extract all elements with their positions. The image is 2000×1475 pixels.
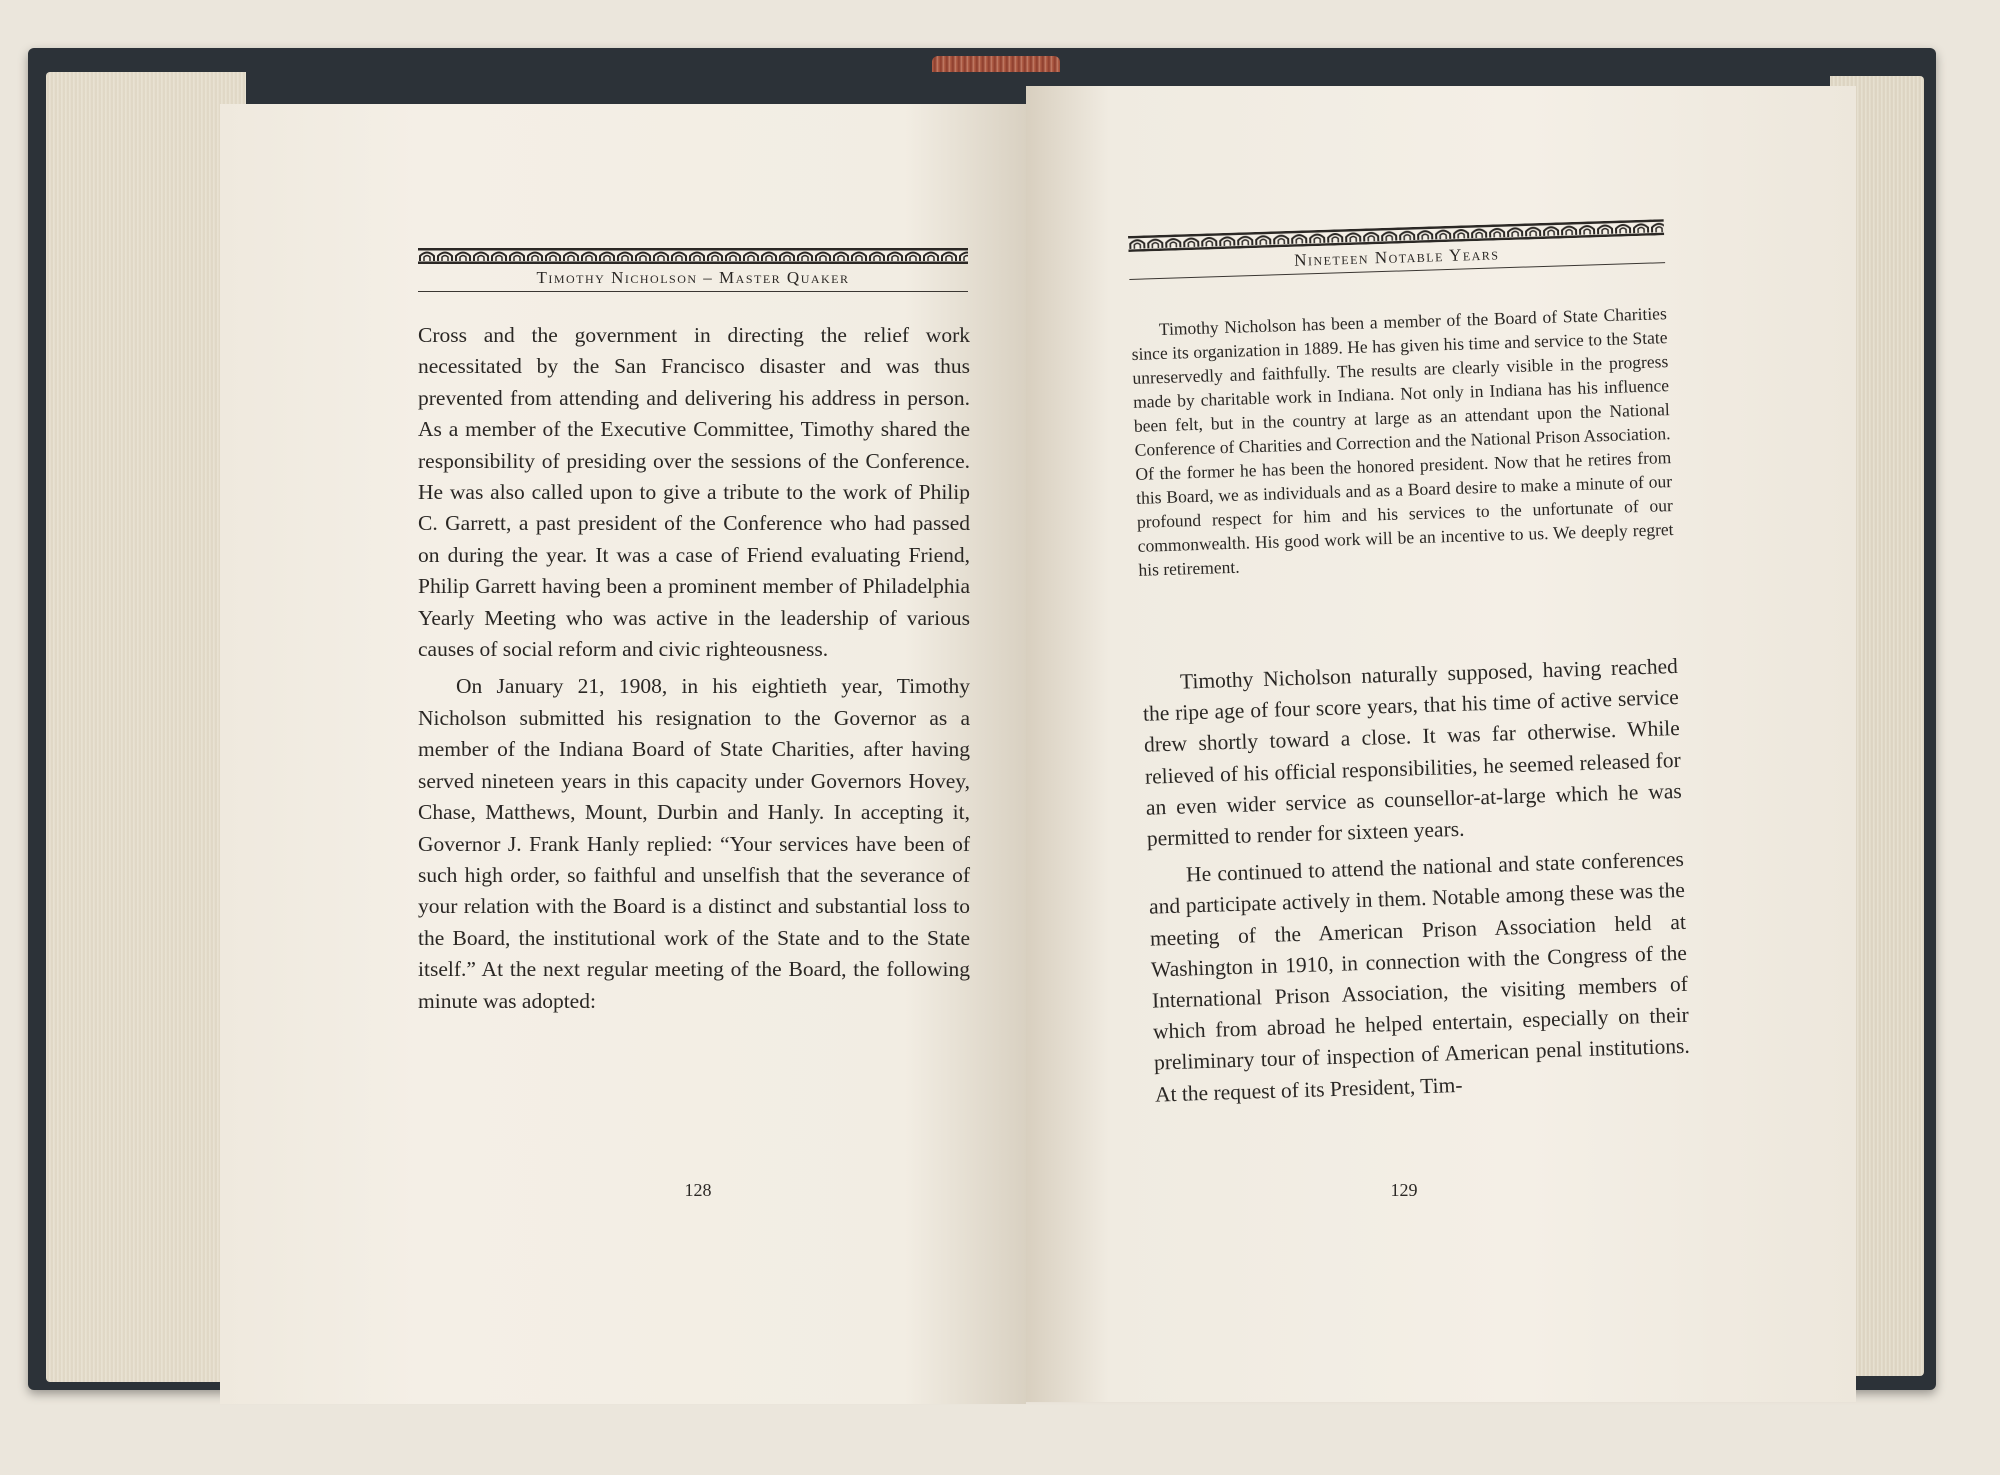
paragraph: Timothy Nicholson naturally supposed, having reached the ripe age of four score years, that his time of active service drew shortly toward a close. It was far otherwise. While relieved of his official responsibilities, he seemed released for an even wider service as counsellor-at-large which he was permitted to render for sixteen years. [1142, 653, 1683, 851]
right-page-content [1128, 219, 1695, 1215]
running-head: Nineteen Notable Years [1129, 235, 1666, 280]
page-number: 129 [1390, 1180, 1418, 1200]
left-header [418, 248, 968, 292]
paragraph: On January 21, 1908, in his eightieth year, Timothy Nicholson submitted his resignation to the Governor as a member of the Indiana Board of State Charities, after having served nineteen years in this capacity under Governors Hovey, Chase, Matthews, Mount, Durbin and Hanly. In accepting it, Governor J. Frank Hanly replied: “Your services have been of such high order, so faithful and unselfish that the severance of your relation with the Board is a distinct and substantial loss to the Board, the institutional work of the State and to the State itself.” At the next regular meeting of the Board, the following minute was adopted: [418, 674, 970, 1013]
ornament-band [418, 248, 968, 264]
paragraph: Cross and the government in directing the relief work necessitated by the San Francisco disaster and was thus prevented from attending and delivering his address in person. As a member of the Executive Committee, Timothy shared the responsibility of presiding over the sessions of the Conference. He was also called upon to give a tribute to the work of Philip C. Garrett, a past president of the Conference who had passed on during the year. It was a case of Friend evaluating Friend, Philip Garrett having been a prominent member of Philadelphia Yearly Meeting who was active in the leadership of various causes of social reform and civic righteousness. [418, 323, 970, 662]
page-number: 128 [684, 1180, 712, 1200]
left-body-text [418, 320, 970, 1017]
quoted-minute [1131, 301, 1675, 582]
paragraph: He continued to attend the national and state conferences and participate actively in them. Notable among these was the meeting of the American Prison Association held at Washington in 1910, in connection with the Congress of the International Prison Association, the visiting members of which from abroad he helped entertain, especially on their preliminary tour of inspection of American penal institutions. At the request of its President, Tim- [1148, 847, 1691, 1107]
running-head: Timothy Nicholson – Master Quaker [418, 264, 968, 292]
spine-headband [932, 56, 1060, 72]
right-body-text [1141, 645, 1691, 1110]
left-page-edges [46, 72, 246, 1382]
minute-text: Timothy Nicholson has been a member of the Board of State Charities since its organization in 1889. He has given his time and service to the State unreservedly and faithfully. The results are clearly visible in the progress made by charitable work in Indiana. Not only in Indiana has his influence been felt, but in the country at large as an attendant upon the National Conference of Charities and Correction and the National Prison Association. Of the former he has been the honored president. Now that he retires from this Board, we as individuals and as a Board desire to make a minute of our profound respect for him and his services to the unfortunate of our commonwealth. His good work will be an incentive to us. We deeply regret his retirement. [1131, 303, 1674, 580]
